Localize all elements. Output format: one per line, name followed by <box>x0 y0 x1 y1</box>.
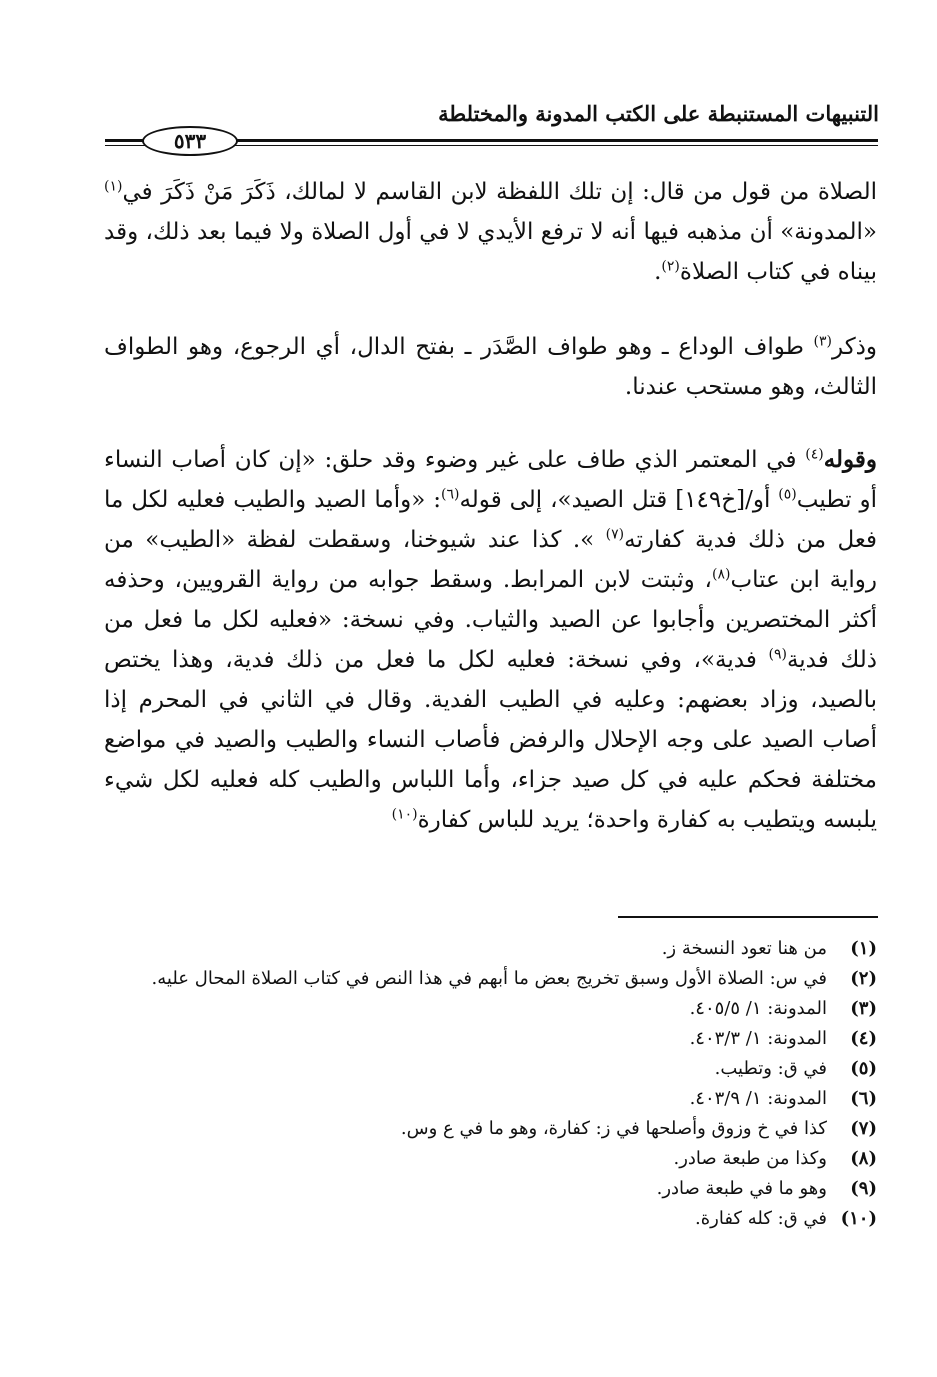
paragraph-3 <box>104 440 877 840</box>
paragraph-text: وذكر <box>832 334 877 360</box>
footnote-text: في ق: وتطيب. <box>714 1058 827 1079</box>
footnote-text: كذا في خ وزوق وأصلحها في ز: كفارة، وهو ما في ع وس. <box>400 1118 827 1139</box>
footnote-marker: (٩) <box>768 646 787 663</box>
footnote-marker: (٨) <box>711 566 731 583</box>
footnote-separator <box>618 916 878 918</box>
footnote-item <box>104 1084 877 1114</box>
footnote-number: (٥) <box>850 1058 877 1079</box>
footnote-number: (٣) <box>850 998 877 1019</box>
footnote-number: (٤) <box>850 1028 877 1049</box>
footnote-number: (١٠) <box>840 1208 877 1229</box>
footnote-text: وهو ما في طبعة صادر. <box>656 1178 827 1199</box>
footnote-marker: (٥) <box>778 486 797 503</box>
paragraph-lead-word: وقوله <box>823 446 878 473</box>
footnote-item <box>104 1204 877 1234</box>
footnote-marker: (٧) <box>605 526 625 543</box>
paragraph-text: في المعتمر الذي طاف على غير وضوء وقد حلق: «إن كان أصاب النساء أو تطيب <box>104 447 877 513</box>
paragraph-1 <box>104 172 877 292</box>
page-number-badge: ٥٣٣ <box>142 126 238 156</box>
footnote-text: المدونة: ١/ ٤٠٥/٥. <box>689 998 827 1019</box>
footnote-text: في ق: كله كفارة. <box>695 1208 827 1229</box>
footnote-marker: (٤) <box>805 446 824 463</box>
paragraph-2 <box>104 327 877 407</box>
footnote-item <box>104 1174 877 1204</box>
paragraph-text: ، وثبتت لابن المرابط. وسقط جوابه من رواية القرويين، وحذفه أكثر المختصرين وأجابوا عن الصيد والثياب. وفي نسخة: «فعليه لكل ما فعل من ذلك فدية <box>104 567 878 673</box>
footnote-number: (٢) <box>850 968 877 989</box>
footnote-item <box>104 964 877 994</box>
footnote-text: من هنا تعود النسخة ز. <box>661 938 827 959</box>
footnote-marker: (١٠) <box>391 806 418 823</box>
footnote-marker: (١) <box>104 178 123 195</box>
paragraph-text: طواف الوداع ـ وهو طواف الصَّدَر ـ بفتح الدال، أي الرجوع، وهو الطواف الثالث، وهو مستحب عندنا. <box>104 334 877 400</box>
paragraph-text: «المدونة» أن مذهبه فيها أنه لا ترفع الأيدي لا في أول الصلاة ولا فيما بعد ذلك، وقد بيناه في كتاب الصلاة <box>104 219 877 285</box>
footnote-item <box>104 1054 877 1084</box>
footnote-number: (٩) <box>850 1178 877 1199</box>
footnote-text: المدونة: ١/ ٤٠٣/٩. <box>689 1088 827 1109</box>
footnote-number: (٨) <box>850 1148 877 1169</box>
footnote-marker: (٣) <box>813 333 832 350</box>
running-header-title: التنبيهات المستنبطة على الكتب المدونة والمختلطة <box>438 101 879 126</box>
paragraph-text: أو/[خ١٤٩] قتل الصيد»، إلى قوله <box>459 487 779 513</box>
footnotes-list <box>104 934 877 1234</box>
footnote-item <box>104 1024 877 1054</box>
footnote-marker: (٢) <box>661 258 680 275</box>
footnote-number: (٧) <box>850 1118 877 1139</box>
paragraph-text: : «وأما الصيد والطيب فعليه لكل ما فعل من ذلك فدية كفارته <box>104 487 877 553</box>
paragraph-text: فدية»، وفي نسخة: فعليه لكل ما فعل من ذلك فدية، وهذا يختص بالصيد، وزاد بعضهم: وعليه في الطيب الفدية. وقال في الثاني في المحرم إذا أصاب الصيد على وجه الإحلال والرفض فأصاب النساء والطيب والصيد في مواضع مختلفة فحكم عليه في كل صيد جزاء، وأما اللباس والطيب كله فعليه لكل شيء يلبسه ويتطيب به كفارة واحدة؛ يريد للباس كفارة <box>104 647 877 833</box>
footnote-marker: (٦) <box>441 486 460 503</box>
footnote-number: (٦) <box>850 1088 877 1109</box>
paragraph-text: ». كذا عند شيوخنا، وسقطت لفظة «الطيب» من رواية ابن عتاب <box>104 527 877 593</box>
footnote-text: في س: الصلاة الأول وسبق تخريج بعض ما أبهم في هذا النص في كتاب الصلاة المحال عليه. <box>151 968 827 989</box>
footnote-number: (١) <box>850 938 877 959</box>
paragraph-text: الصلاة من قول من قال: إن تلك اللفظة لابن القاسم لا لمالك، ذَكَرَ مَنْ ذَكَرَ في <box>122 179 877 205</box>
footnote-item <box>104 1144 877 1174</box>
footnote-item <box>104 994 877 1024</box>
footnote-item <box>104 1114 877 1144</box>
footnote-item <box>104 934 877 964</box>
paragraph-text: . <box>654 259 662 285</box>
footnote-text: المدونة: ١/ ٤٠٣/٣. <box>689 1028 827 1049</box>
footnote-text: وكذا من طبعة صادر. <box>673 1148 827 1169</box>
